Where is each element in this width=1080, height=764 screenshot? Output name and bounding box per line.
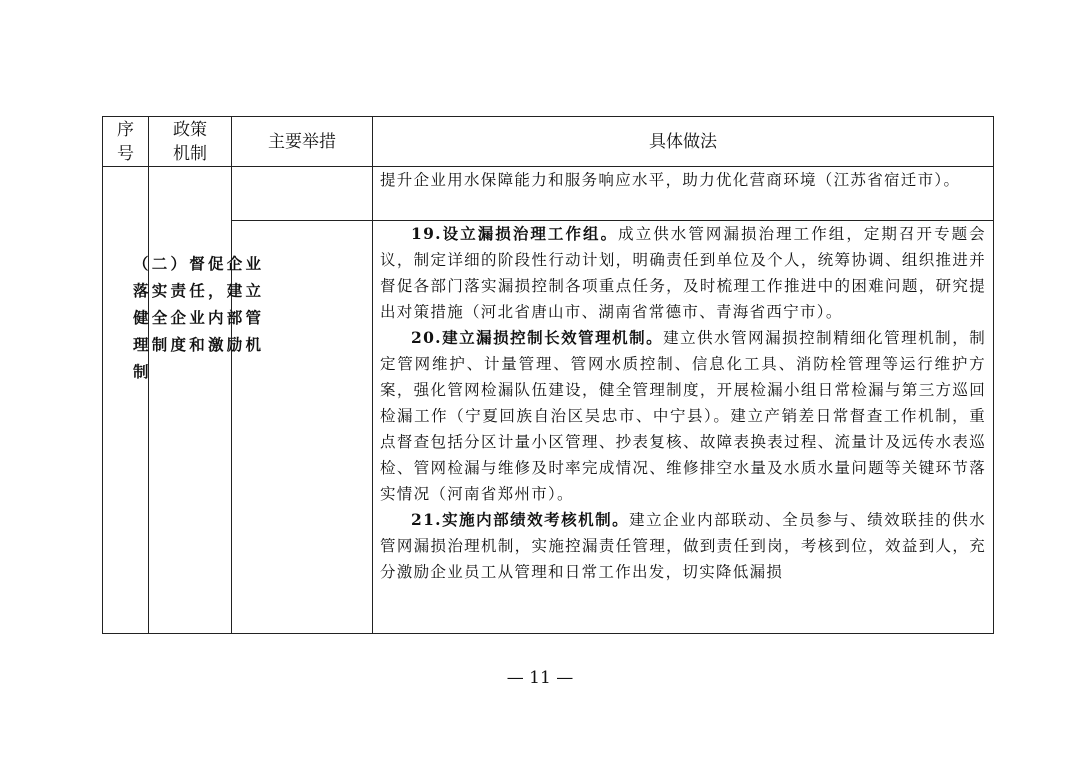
practice-item-body: 建立供水管网漏损控制精细化管理机制，制定管网维护、计量管理、管网水质控制、信息化工具、消防栓管理等运行维护方案，强化管网检漏队伍建设，健全管理制度，开展检漏小组日常检漏与第三方巡回检漏工作（宁夏回族自治区吴忠市、中宁县）。建立产销差日常督查工作机制，重点督查包括分区计量小区管理、抄表复核、故障表换表过程、流量计及远传水表巡检、管网检漏与维修及时率完成情况、维修排空水量及水质水量问题等关键环节落实情况（河南省郑州市）。 <box>380 329 986 503</box>
header-index-line2: 号 <box>117 143 134 164</box>
continuation-row <box>380 167 986 193</box>
header-index <box>103 117 148 166</box>
header-index-line1: 序 <box>117 119 134 140</box>
practice-details <box>380 221 986 585</box>
header-measure: 主要举措 <box>268 131 336 152</box>
practice-item-body: 成立供水管网漏损治理工作组，定期召开专题会议，制定详细的阶段性行动计划，明确责任到单位及个人，统筹协调、组织推进并督促各部门落实漏损控制各项重点任务，及时梳理工作推进中的困难问题，研究提出对策措施（河北省唐山市、湖南省常德市、青海省西宁市）。 <box>380 225 986 321</box>
practice-item <box>380 221 986 325</box>
practice-item <box>380 325 986 507</box>
page-number: — 11 — <box>506 668 574 688</box>
practice-item-body: 建立企业内部联动、全员参与、绩效联挂的供水管网漏损治理机制，实施控漏责任管理，做到责任到岗，考核到位，效益到人，充分激励企业员工从管理和日常工作出发，切实降低漏损 <box>380 511 986 581</box>
continuation-text: 提升企业用水保障能力和服务响应水平，助力优化营商环境（江苏省宿迁市）。 <box>380 171 961 189</box>
header-practice: 具体做法 <box>649 131 717 152</box>
header-policy-line1: 政策 <box>173 119 207 140</box>
column-divider <box>372 117 373 633</box>
practice-item-title: 21.实施内部绩效考核机制。 <box>411 510 630 529</box>
practice-item-title: 20.建立漏损控制长效管理机制。 <box>411 328 664 347</box>
practice-item <box>380 507 986 585</box>
header-policy-line2: 机制 <box>173 143 207 164</box>
practice-item-title: 19.设立漏损治理工作组。 <box>411 224 619 243</box>
header-policy <box>149 117 231 166</box>
measure-title: （二）督促企业落实责任，建立健全企业内部管理制度和激励机制 <box>133 254 263 381</box>
